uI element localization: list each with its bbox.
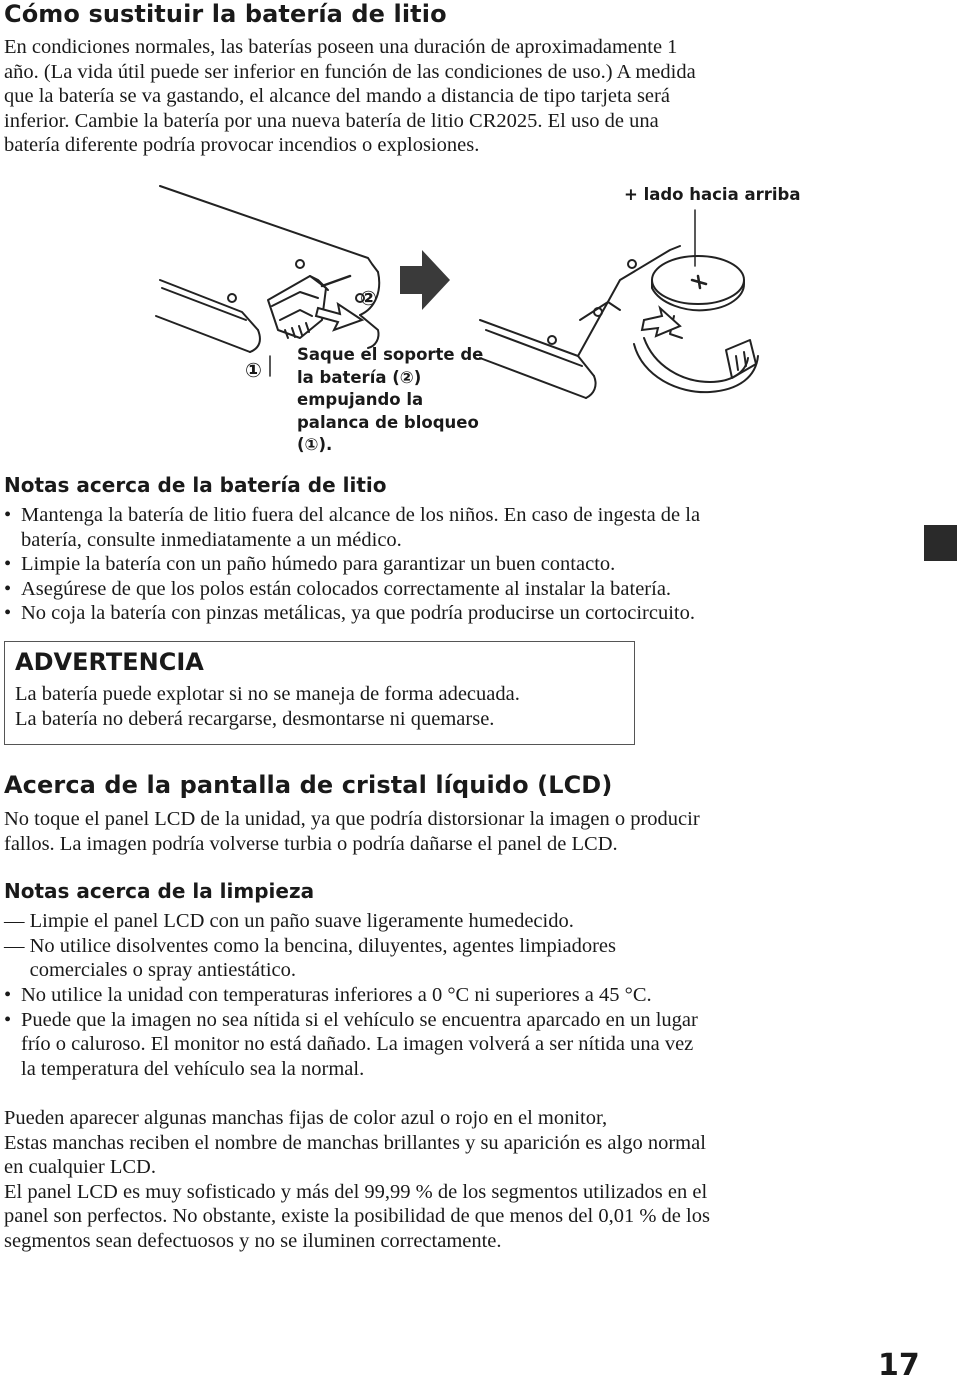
list-item-line: comerciales o spray antiestático. [4, 959, 297, 982]
cleaning-dash-list [4, 909, 616, 983]
battery-intro-line: batería diferente podría provocar incendios o explosiones. [4, 134, 480, 157]
bullet: • [4, 553, 12, 576]
warning-line: La batería puede explotar si no se maneja de forma adecuada. [15, 683, 520, 705]
paragraph-line: en cualquier LCD. [4, 1156, 156, 1179]
battery-intro-line: En condiciones normales, las baterías poseen una duración de aproximadamente 1 [4, 36, 678, 58]
list-item-line: Limpie la batería con un paño húmedo para garantizar un buen contacto. [21, 553, 616, 576]
list-item-line: Asegúrese de que los polos están colocados correctamente al instalar la batería. [21, 577, 672, 600]
warning-line: La batería no deberá recargarse, desmontarse ni quemarse. [15, 707, 495, 730]
bright-spots-text [4, 1106, 710, 1254]
list-item-line: No coja la batería con pinzas metálicas, ya que podría producirse un cortocircuito. [21, 602, 695, 625]
battery-intro-line: que la batería se va gastando, el alcance del mando a distancia de tipo tarjeta será [4, 85, 670, 108]
section-tab-marker [924, 525, 957, 561]
paragraph-line: segmentos sean defectuosos y no se iluminen correctamente. [4, 1229, 502, 1252]
paragraph-line: Pueden aparecer algunas manchas fijas de color azul o rojo en el monitor, [4, 1107, 608, 1129]
figure-caption: Saque el soporte de la batería (②) empujando la palanca de bloqueo (①). [297, 345, 484, 454]
cleaning-bullet-list [4, 983, 698, 1081]
list-item-line: Puede que la imagen no sea nítida si el vehículo se encuentra aparcado en un lugar [21, 1008, 698, 1031]
battery-intro-line: año. (La vida útil puede ser inferior en función de las condiciones de uso.) A medida [4, 60, 696, 83]
lcd-intro-line: No toque el panel LCD de la unidad, ya que podría distorsionar la imagen o producir [4, 808, 700, 830]
callout-2-marker: ② [360, 286, 377, 310]
list-item-line: No utilice la unidad con temperaturas inferiores a 0 °C ni superiores a 45 °C. [21, 984, 652, 1006]
list-item-line: la temperatura del vehículo sea la normal. [21, 1057, 365, 1080]
plus-side-up-label: + lado hacia arriba [624, 185, 801, 204]
list-item: — No utilice disolventes como la bencina, diluyentes, agentes limpiadores [4, 934, 616, 957]
battery-intro-line: inferior. Cambie la batería por una nueva batería de litio CR2025. El uso de una [4, 109, 659, 132]
list-item [4, 1008, 698, 1082]
list-item [4, 577, 700, 602]
battery-section-title: Cómo sustituir la batería de litio [4, 0, 447, 28]
warning-box [4, 641, 635, 745]
callout-1-marker: ① [245, 358, 262, 382]
bullet: • [4, 1008, 12, 1031]
bullet: • [4, 984, 12, 1006]
list-item [4, 983, 698, 1008]
paragraph-line: panel son perfectos. No obstante, existe la posibilidad de que menos del 0,01 % de los [4, 1205, 710, 1228]
battery-intro-text [4, 35, 696, 158]
bullet: • [4, 577, 12, 600]
paragraph-line: El panel LCD es muy sofisticado y más del 99,99 % de los segmentos utilizados en el [4, 1180, 708, 1203]
lcd-intro-text [4, 807, 700, 856]
list-item-line: batería, consulte inmediatamente a un médico. [21, 528, 402, 551]
cleaning-notes-title: Notas acerca de la limpieza [4, 879, 315, 903]
list-item-line: frío o caluroso. El monitor no está dañado. La imagen volverá a ser nítida una vez [21, 1033, 694, 1056]
list-item-line: Mantenga la batería de litio fuera del alcance de los niños. En caso de ingesta de la [21, 504, 701, 526]
list-item [4, 601, 700, 626]
lcd-intro-line: fallos. La imagen podría volverse turbia o podría dañarse el panel de LCD. [4, 832, 618, 855]
list-item [4, 552, 700, 577]
warning-title: ADVERTENCIA [15, 648, 204, 676]
bullet: • [4, 504, 12, 526]
bullet: • [4, 602, 12, 625]
battery-notes-title: Notas acerca de la batería de litio [4, 473, 387, 497]
warning-text [15, 682, 520, 731]
list-item: — Limpie el panel LCD con un paño suave ligeramente humedecido. [4, 910, 574, 932]
list-item [4, 503, 700, 552]
battery-notes-list [4, 503, 700, 626]
page-number: 17 [878, 1348, 920, 1383]
lcd-section-title: Acerca de la pantalla de cristal líquido (LCD) [4, 771, 613, 799]
paragraph-line: Estas manchas reciben el nombre de manchas brillantes y su aparición es algo normal [4, 1131, 706, 1154]
